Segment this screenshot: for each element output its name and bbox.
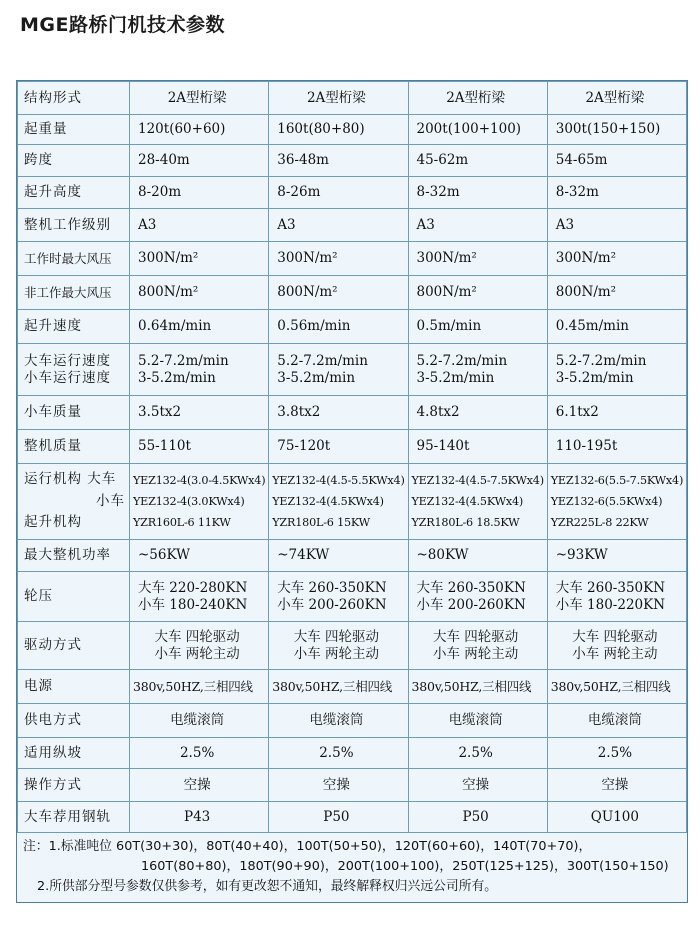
- table-cell: 0.64m/min: [130, 310, 269, 344]
- cell-line: 大车 四轮驱动: [154, 628, 240, 645]
- table-row: [18, 177, 687, 209]
- table-cell: 2A型桁梁: [269, 82, 408, 115]
- table-row: [18, 572, 687, 622]
- row-label: 起重量: [18, 115, 130, 145]
- table-cell: 空操: [408, 769, 547, 802]
- table-row: [18, 310, 687, 344]
- table-cell: [408, 572, 547, 622]
- table-cell: [269, 344, 408, 396]
- table-cell: P50: [269, 802, 408, 833]
- row-label: 最大整机功率: [18, 540, 130, 572]
- table-cell: 2.5%: [547, 738, 686, 769]
- cell-line: 5.2-7.2m/min: [555, 352, 647, 369]
- table-row: [18, 540, 687, 572]
- row-label: 整机工作级别: [18, 209, 130, 242]
- table-cell: 8-20m: [130, 177, 269, 209]
- table-cell: 380v,50HZ,三相四线: [547, 670, 686, 704]
- table-cell: ~74KW: [269, 540, 408, 572]
- table-row: [18, 769, 687, 802]
- table-cell: 300N/m²: [408, 242, 547, 276]
- cell-line: YZR225L-8 22KW: [550, 516, 649, 530]
- table-row: [18, 209, 687, 242]
- footnote-line: 2.所供部分型号参数仅供参考，如有更改恕不通知，最终解释权归兴远公司所有。: [37, 878, 498, 894]
- table-cell: [130, 464, 269, 540]
- table-cell: A3: [130, 209, 269, 242]
- row-label: 起升高度: [18, 177, 130, 209]
- table-row: [18, 670, 687, 704]
- table-cell: 0.45m/min: [547, 310, 686, 344]
- cell-line: YEZ132-6(5.5-7.5KWx4): [550, 473, 684, 487]
- table-cell: 95-140t: [408, 430, 547, 464]
- footnote-line: 160T(80+80)，180T(90+90)，200T(100+100)，250T(125+125)，300T(150+150): [141, 858, 669, 874]
- cell-line: YEZ132-4(4.5KWx4): [411, 494, 524, 508]
- table-cell: P50: [408, 802, 547, 833]
- row-label: 驱动方式: [18, 622, 130, 670]
- table-cell: [547, 344, 686, 396]
- table-cell: 55-110t: [130, 430, 269, 464]
- row-label-line: 小车运行速度: [24, 369, 111, 386]
- table-cell: [269, 464, 408, 540]
- row-label: 电源: [18, 670, 130, 704]
- table-row: [18, 738, 687, 769]
- page-title: MGE路桥门机技术参数: [20, 14, 225, 36]
- table-cell: 电缆滚筒: [408, 704, 547, 738]
- cell-line: YEZ132-4(3.0-4.5KWx4): [133, 473, 266, 487]
- table-row: [18, 802, 687, 833]
- table-row: [18, 145, 687, 177]
- row-label: 小车质量: [18, 396, 130, 430]
- table-cell: 800N/m²: [130, 276, 269, 310]
- table-cell: [130, 622, 269, 670]
- cell-line: 5.2-7.2m/min: [138, 352, 229, 369]
- table-cell: [408, 344, 547, 396]
- cell-line: 小车 200-260KN: [416, 596, 526, 613]
- table-cell: 空操: [269, 769, 408, 802]
- table-row: [18, 344, 687, 396]
- table-cell: A3: [269, 209, 408, 242]
- table-cell: [130, 572, 269, 622]
- cell-line: 大车 四轮驱动: [432, 628, 519, 645]
- table-cell: [269, 622, 408, 670]
- table-cell: 空操: [547, 769, 686, 802]
- table-cell: 8-32m: [408, 177, 547, 209]
- table-cell: 800N/m²: [547, 276, 686, 310]
- table-cell: 75-120t: [269, 430, 408, 464]
- cell-line: YZR180L-6 15KW: [272, 516, 370, 530]
- row-label: 供电方式: [18, 704, 130, 738]
- row-label: 整机质量: [18, 430, 130, 464]
- table-cell: 电缆滚筒: [269, 704, 408, 738]
- table-row: [18, 115, 687, 145]
- table-cell: ~56KW: [130, 540, 269, 572]
- spec-table-container: [16, 80, 688, 903]
- table-cell: 2.5%: [408, 738, 547, 769]
- row-label-line: 运行机构 大车: [24, 471, 117, 488]
- cell-line: YZR160L-6 11KW: [133, 516, 231, 530]
- table-cell: 电缆滚筒: [130, 704, 269, 738]
- table-cell: 2.5%: [269, 738, 408, 769]
- table-cell: 空操: [130, 769, 269, 802]
- cell-line: 3-5.2m/min: [138, 369, 216, 386]
- cell-line: 大车 260-350KN: [277, 579, 387, 596]
- spec-table: [17, 81, 687, 833]
- table-cell: [269, 572, 408, 622]
- row-label: 起升速度: [18, 310, 130, 344]
- cell-line: YEZ132-4(4.5-5.5KWx4): [272, 473, 405, 487]
- table-cell: 2A型桁梁: [547, 82, 686, 115]
- row-label: 跨度: [18, 145, 130, 177]
- table-cell: 2A型桁梁: [130, 82, 269, 115]
- table-cell: 300N/m²: [547, 242, 686, 276]
- table-cell: 6.1tx2: [547, 396, 686, 430]
- table-cell: 3.5tx2: [130, 396, 269, 430]
- table-cell: 160t(80+80): [269, 115, 408, 145]
- table-cell: QU100: [547, 802, 686, 833]
- cell-line: 大车 260-350KN: [555, 579, 666, 596]
- cell-line: 5.2-7.2m/min: [277, 352, 368, 369]
- footnote-line: 注：1.标准吨位 60T(30+30)，80T(40+40)，100T(50+50)，120T(60+60)，140T(70+70)，: [23, 839, 592, 854]
- table-cell: 8-32m: [547, 177, 686, 209]
- row-label-line: 大车运行速度: [24, 352, 111, 369]
- table-cell: 电缆滚筒: [547, 704, 686, 738]
- cell-line: 小车 两轮主动: [293, 645, 380, 662]
- cell-line: YEZ132-4(3.0KWx4): [133, 494, 245, 508]
- cell-line: 小车 180-220KN: [555, 596, 666, 613]
- table-cell: 380v,50HZ,三相四线: [269, 670, 408, 704]
- cell-line: 小车 两轮主动: [154, 645, 240, 662]
- table-cell: 380v,50HZ,三相四线: [130, 670, 269, 704]
- table-cell: [408, 464, 547, 540]
- row-label: 操作方式: [18, 769, 130, 802]
- cell-line: YEZ132-6(5.5KWx4): [550, 494, 663, 508]
- row-label: [18, 344, 130, 396]
- table-row: [18, 430, 687, 464]
- table-cell: [547, 464, 686, 540]
- cell-line: 大车 220-280KN: [138, 579, 248, 596]
- table-cell: 300N/m²: [269, 242, 408, 276]
- table-cell: [547, 622, 686, 670]
- table-cell: 110-195t: [547, 430, 686, 464]
- table-cell: ~93KW: [547, 540, 686, 572]
- table-cell: 4.8tx2: [408, 396, 547, 430]
- table-cell: 2.5%: [130, 738, 269, 769]
- footnotes: [17, 833, 687, 902]
- table-row: [18, 704, 687, 738]
- table-cell: 300t(150+150): [547, 115, 686, 145]
- table-row: [18, 276, 687, 310]
- table-row: [18, 464, 687, 540]
- table-cell: A3: [547, 209, 686, 242]
- table-cell: 800N/m²: [408, 276, 547, 310]
- table-row: [18, 242, 687, 276]
- cell-line: YEZ132-4(4.5-7.5KWx4): [411, 473, 544, 487]
- table-cell: 3.8tx2: [269, 396, 408, 430]
- cell-line: 小车 200-260KN: [277, 596, 387, 613]
- table-cell: 36-48m: [269, 145, 408, 177]
- table-cell: 380v,50HZ,三相四线: [408, 670, 547, 704]
- row-label: 大车荐用钢轨: [18, 802, 130, 833]
- row-label: 非工作最大风压: [18, 276, 130, 310]
- cell-line: 小车 两轮主动: [572, 645, 658, 662]
- table-cell: ~80KW: [408, 540, 547, 572]
- table-cell: 45-62m: [408, 145, 547, 177]
- cell-line: 大车 四轮驱动: [572, 628, 658, 645]
- table-cell: 0.5m/min: [408, 310, 547, 344]
- row-label-line: 起升机构: [24, 514, 82, 531]
- cell-line: YZR180L-6 18.5KW: [411, 516, 520, 530]
- table-cell: P43: [130, 802, 269, 833]
- cell-line: 大车 260-350KN: [416, 579, 526, 596]
- row-label: [18, 464, 130, 540]
- cell-line: YEZ132-4(4.5KWx4): [272, 494, 384, 508]
- row-label: 适用纵坡: [18, 738, 130, 769]
- table-cell: 200t(100+100): [408, 115, 547, 145]
- cell-line: 小车 180-240KN: [138, 596, 248, 613]
- row-label-line: 小车: [96, 492, 125, 509]
- table-cell: 2A型桁梁: [408, 82, 547, 115]
- table-cell: 54-65m: [547, 145, 686, 177]
- cell-line: 5.2-7.2m/min: [416, 352, 508, 369]
- cell-line: 3-5.2m/min: [277, 369, 356, 386]
- table-row: [18, 622, 687, 670]
- row-label: 结构形式: [18, 82, 130, 115]
- cell-line: 3-5.2m/min: [416, 369, 495, 386]
- table-cell: 0.56m/min: [269, 310, 408, 344]
- row-label: 轮压: [18, 572, 130, 622]
- table-row: [18, 82, 687, 115]
- table-cell: A3: [408, 209, 547, 242]
- table-cell: 28-40m: [130, 145, 269, 177]
- cell-line: 小车 两轮主动: [432, 645, 519, 662]
- table-cell: 800N/m²: [269, 276, 408, 310]
- row-label: 工作时最大风压: [18, 242, 130, 276]
- table-row: [18, 396, 687, 430]
- table-cell: 8-26m: [269, 177, 408, 209]
- table-cell: [547, 572, 686, 622]
- table-cell: [130, 344, 269, 396]
- cell-line: 3-5.2m/min: [555, 369, 634, 386]
- table-cell: 300N/m²: [130, 242, 269, 276]
- table-cell: 120t(60+60): [130, 115, 269, 145]
- table-cell: [408, 622, 547, 670]
- cell-line: 大车 四轮驱动: [293, 628, 380, 645]
